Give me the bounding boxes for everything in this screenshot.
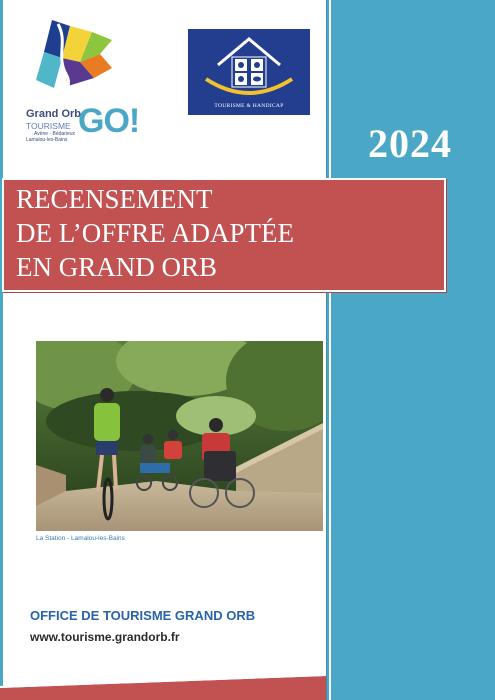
handicap-logo-label: TOURISME & HANDICAP [214,103,284,109]
logo-places-2: Lamalou-les-Bains [26,137,68,143]
title-line-3: EN GRAND ORB [16,252,218,282]
title-banner [2,178,446,292]
left-accent-strip [0,0,3,700]
band-edge [326,0,327,700]
title-line-2: DE L’OFFRE ADAPTÉE [16,218,295,248]
logo-places-1: Avène · Bédarieux [34,131,76,137]
logo-sub-text: TOURISME [26,121,71,131]
photo-caption: La Station - Lamalou-les-Bains [36,535,125,542]
website-link[interactable]: www.tourisme.grandorb.fr [30,630,180,644]
grand-orb-logo-mark [22,18,137,98]
year-heading: 2024 [368,121,452,166]
band-divider-line [329,0,331,700]
title-line-1: RECENSEMENT [16,184,213,214]
tourisme-handicap-logo [188,29,310,115]
right-color-band [327,0,495,700]
grand-orb-logo [22,18,140,143]
cyclists-photo-illustration [36,341,323,531]
logo-go-mark: GO! [78,102,140,140]
logo-brand-text: Grand Orb [26,108,82,120]
cyclists-photo [36,341,323,531]
office-name: OFFICE DE TOURISME GRAND ORB [30,608,256,623]
handicap-pictograms-icon [188,29,310,103]
bottom-accent-wedge [0,670,330,700]
